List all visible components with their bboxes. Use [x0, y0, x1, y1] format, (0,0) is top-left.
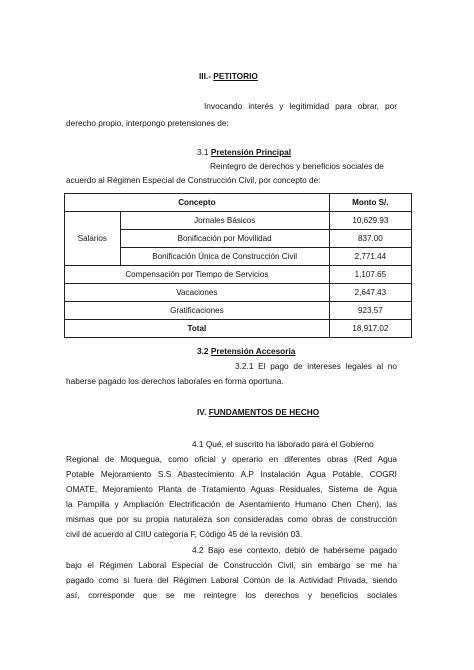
amount-cell: 2,647.43: [329, 284, 411, 302]
section-4-heading: [197, 406, 319, 419]
subsection-3-2-title: Pretensión Accesoria: [210, 346, 296, 356]
paragraph-4-1-line: OMATE, Mejoramiento Planta de Tratamiento Aguas Residuales, Sistema de Agua: [66, 484, 397, 494]
amount-cell: 2,771.44: [329, 248, 411, 266]
section-4-number: IV.: [197, 407, 207, 417]
subsection-3-1-heading: [197, 146, 291, 159]
subsection-3-1-title: Pretensión Principal: [210, 147, 292, 157]
section-3-title: PETITORIO: [213, 71, 258, 81]
table-header-row: [65, 194, 412, 212]
paragraph-4-2-line: 4.2 Bajo ese contexto, debió de habérseme pagado: [192, 545, 397, 555]
table-row: [65, 266, 412, 284]
table-row: [65, 284, 412, 302]
principal-claim-line-1: Reintegro de derechos y beneficios sociales de: [210, 161, 384, 171]
section-3-heading: [199, 70, 258, 83]
petitorio-intro-line-2: derecho propio, interpongo pretensiones de:: [66, 118, 229, 128]
accessory-claim-line-2: haberse pagado los derechos laborales en forma oportuna.: [66, 376, 284, 386]
concept-cell: Vacaciones: [65, 284, 330, 302]
header-concept: Concepto: [65, 194, 330, 212]
paragraph-4-2-line: así, corresponde que se me reintegre los derechos y beneficios sociales: [66, 590, 397, 600]
paragraph-4-1-line: mismas que por su propia naturaleza son consideradas como obras de construcción: [66, 514, 397, 524]
table-row: [65, 212, 412, 230]
paragraph-4-2-line: bajo el Régimen Laboral Especial de Construcción Civil, sin embargo se me ha: [66, 560, 397, 570]
paragraph-4-1-line: 4.1 Qué, el suscrito ha laborado para el Gobierno: [192, 439, 374, 449]
subsection-3-2-number: 3.2: [197, 346, 209, 356]
concept-cell: Bonificación Única de Construcción Civil: [120, 248, 329, 266]
concept-cell: Compensación por Tiempo de Servicios: [65, 266, 330, 284]
paragraph-4-1-line: Regional de Moquegua, como oficial y operario en diferentes obras (Red Agua: [66, 454, 397, 464]
concept-cell: Bonificación por Movilidad: [120, 230, 329, 248]
amount-cell: 1,107.65: [329, 266, 411, 284]
total-amount: 18,917.02: [329, 320, 411, 338]
total-label: Total: [65, 320, 330, 338]
amount-cell: 10,629.93: [329, 212, 411, 230]
group-label-salarios: Salarios: [65, 212, 121, 266]
table-total-row: [65, 320, 412, 338]
amount-cell: 923.57: [329, 302, 411, 320]
section-3-number: III.-: [199, 71, 211, 81]
section-4-title: FUNDAMENTOS DE HECHO: [208, 407, 320, 417]
table-row: [65, 302, 412, 320]
claims-table: [64, 193, 412, 338]
subsection-3-1-number: 3.1: [197, 147, 209, 157]
header-amount: Monto S/.: [329, 194, 411, 212]
subsection-3-2-heading: [197, 345, 295, 358]
concept-cell: Gratificaciones: [65, 302, 330, 320]
paragraph-4-1-line: la Pampilla y Ampliación Electrificación de Asentamiento Humano Chen Chen), las: [66, 499, 397, 509]
paragraph-4-1-line: Potable Mejoramiento S.S Abastecimiento A.P Instalación Agua Potable, COGRI: [66, 469, 397, 479]
concept-cell: Jornales Básicos: [120, 212, 329, 230]
petitorio-intro-line-1: Invocando interés y legitimidad para obrar, por: [204, 101, 397, 111]
principal-claim-line-2: acuerdo al Régimen Especial de Construcción Civil, por concepto de:: [66, 175, 321, 185]
paragraph-4-2-line: pagado como si fuera del Régimen Laboral Común de la Actividad Privada, siendo: [66, 575, 397, 585]
paragraph-4-1-line: civil de acuerdo al CIIU categoría F, Código 45 de la revisión 03.: [66, 529, 303, 539]
amount-cell: 837.00: [329, 230, 411, 248]
accessory-claim-line-1: 3.2.1 El pago de intereses legales al no: [235, 361, 397, 371]
